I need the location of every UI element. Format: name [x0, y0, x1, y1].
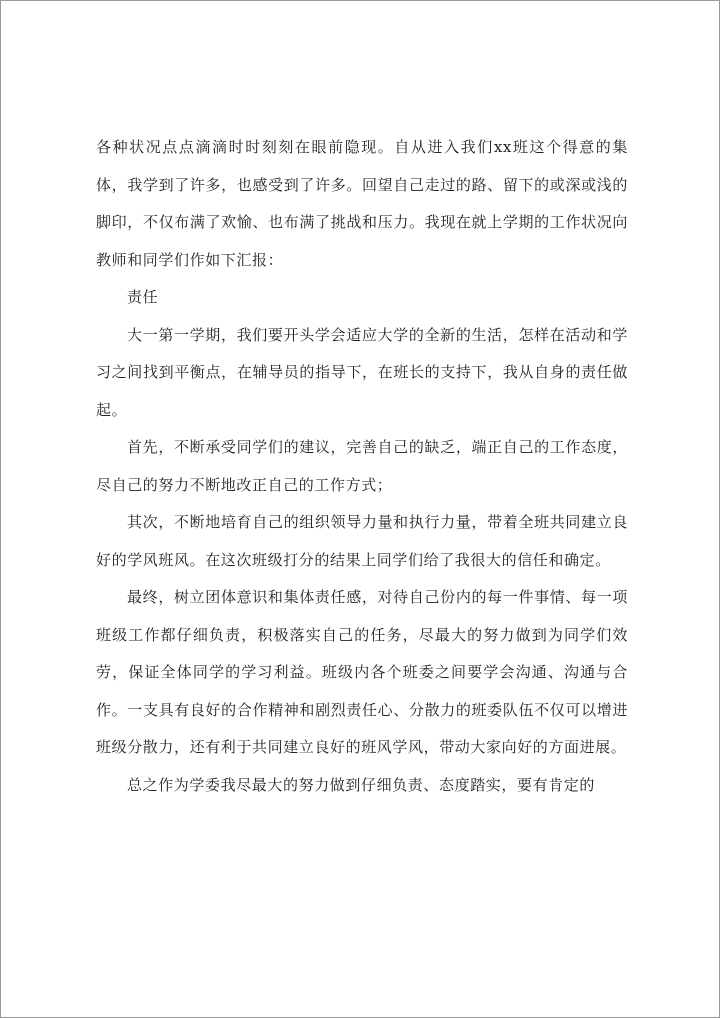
- paragraph-secondly: 其次，不断地培育自己的组织领导力量和执行力量，带着全班共同建立良好的学风班风。在这次班级打分的结果上同学们给了我很大的信任和确定。: [96, 513, 628, 569]
- paragraph-first-semester: 大一第一学期，我们要开头学会适应大学的全新的生活，怎样在活动和学习之间找到平衡点，在辅导员的指导下，在班长的支持下，我从自身的责任做起。: [96, 325, 628, 419]
- section-heading-responsibility: 责任: [127, 288, 159, 306]
- document-body: [96, 129, 628, 804]
- paragraph-finally: 最终，树立团体意识和集体责任感，对待自己份内的每一件事情、每一项班级工作都仔细负责，积极落实自己的任务，尽最大的努力做到为同学们效劳，保证全体同学的学习利益。班级内各个班委之间要学会沟通、沟通与合作。一支具有良好的合作精神和剧烈责任心、分散力的班委队伍不仅可以增进班级分散力，还有利于共同建立良好的班风学风，带动大家向好的方面进展。: [96, 588, 628, 756]
- paragraph-firstly: 首先，不断承受同学们的建议，完善自己的缺乏，端正自己的工作态度，尽自己的努力不断地改正自己的工作方式；: [96, 438, 628, 494]
- paragraph-intro-continuation: 各种状况点点滴滴时时刻刻在眼前隐现。自从进入我们xx班这个得意的集体，我学到了许多，也感受到了许多。回望自己走过的路、留下的或深或浅的脚印，不仅布满了欢愉、也布满了挑战和压力。我现在就上学期的工作状况向教师和同学们作如下汇报：: [96, 138, 628, 269]
- paragraph-in-summary: 总之作为学委我尽最大的努力做到仔细负责、态度踏实，要有肯定的: [127, 775, 596, 794]
